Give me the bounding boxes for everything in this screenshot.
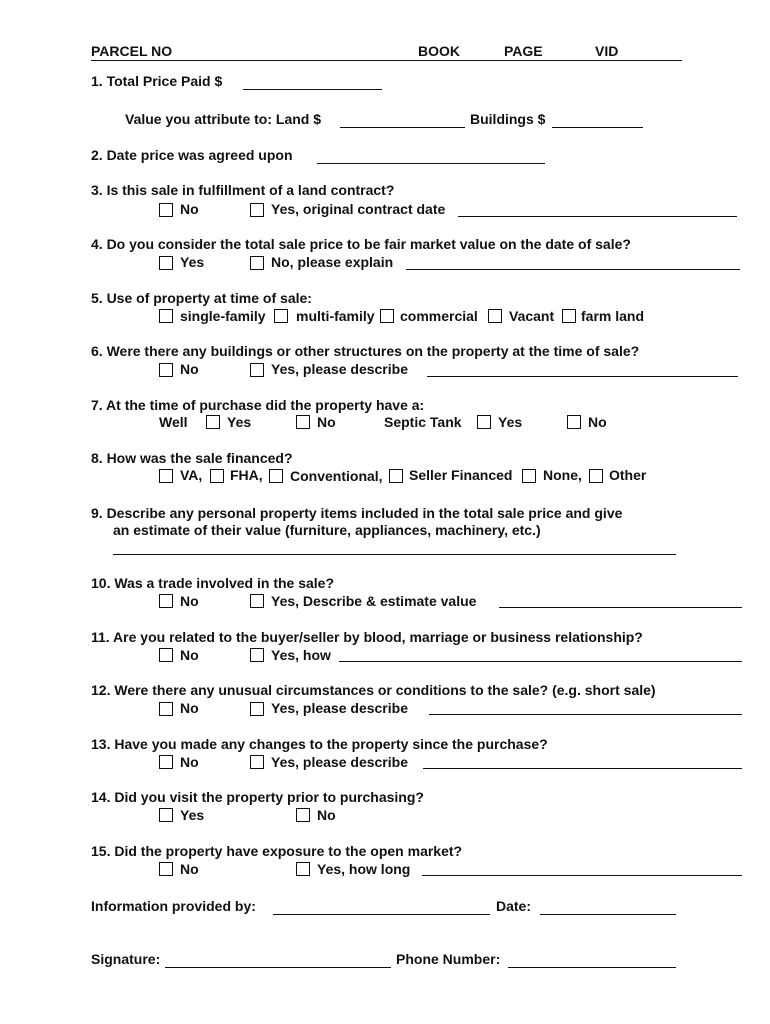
header-underline [91, 60, 682, 61]
q9-label-line2: an estimate of their value (furniture, appliances, machinery, etc.) [113, 522, 541, 538]
q11-yes-checkbox[interactable] [250, 648, 264, 662]
q3-label: 3. Is this sale in fulfillment of a land contract? [91, 182, 395, 198]
q7-septic-no-checkbox[interactable] [567, 415, 581, 429]
q13-no-checkbox[interactable] [159, 755, 173, 769]
q4-no-label: No, please explain [271, 254, 394, 270]
q7-label: 7. At the time of purchase did the property have a: [91, 397, 425, 413]
land-value-field[interactable] [340, 127, 465, 128]
q14-no-label: No [317, 807, 336, 823]
q6-describe-field[interactable] [427, 376, 738, 377]
q3-contract-date-field[interactable] [458, 216, 737, 217]
q12-describe-field[interactable] [429, 714, 742, 715]
q15-yes-label: Yes, how long [317, 861, 411, 877]
q6-no-checkbox[interactable] [159, 363, 173, 377]
q10-yes-label: Yes, Describe & estimate value [271, 593, 477, 609]
q12-no-label: No [180, 700, 199, 716]
q13-no-label: No [180, 754, 199, 770]
page-label: PAGE [504, 43, 543, 59]
q1-buildings-label: Buildings $ [470, 111, 546, 127]
q15-how-long-field[interactable] [422, 875, 742, 876]
info-provided-label: Information provided by: [91, 898, 256, 914]
signature-field[interactable] [165, 967, 391, 968]
signature-label: Signature: [91, 951, 161, 967]
q14-label: 14. Did you visit the property prior to purchasing? [91, 789, 424, 805]
q11-yes-label: Yes, how [271, 647, 331, 663]
q15-label: 15. Did the property have exposure to the open market? [91, 843, 463, 859]
total-price-field[interactable] [243, 89, 382, 90]
q3-yes-checkbox[interactable] [250, 203, 264, 217]
q12-no-checkbox[interactable] [159, 702, 173, 716]
q1-label: 1. Total Price Paid $ [91, 73, 223, 89]
q5-commercial-checkbox[interactable] [380, 309, 394, 323]
q14-yes-checkbox[interactable] [159, 808, 173, 822]
q13-label: 13. Have you made any changes to the property since the purchase? [91, 736, 548, 752]
parcel-no-label: PARCEL NO [91, 43, 173, 59]
q5-farm-land-label: farm land [581, 308, 645, 324]
q8-va-checkbox[interactable] [159, 469, 173, 483]
q9-label-line1: 9. Describe any personal property items included in the total sale price and give [91, 505, 623, 521]
q7-septic-no-label: No [588, 414, 607, 430]
q5-single-family-checkbox[interactable] [159, 309, 173, 323]
q11-label: 11. Are you related to the buyer/seller by blood, marriage or business relationship? [91, 629, 643, 645]
q10-yes-checkbox[interactable] [250, 594, 264, 608]
q4-explain-field[interactable] [406, 269, 740, 270]
q12-yes-checkbox[interactable] [250, 702, 264, 716]
q10-no-checkbox[interactable] [159, 594, 173, 608]
q8-none-label: None, [543, 467, 582, 483]
buildings-value-field[interactable] [552, 127, 643, 128]
date-field[interactable] [540, 914, 676, 915]
q6-no-label: No [180, 361, 199, 377]
q8-label: 8. How was the sale financed? [91, 450, 293, 466]
q6-yes-checkbox[interactable] [250, 363, 264, 377]
q8-other-checkbox[interactable] [589, 469, 603, 483]
q5-multi-family-label: multi-family [296, 308, 375, 324]
q8-fha-label: FHA, [230, 467, 263, 483]
q4-yes-checkbox[interactable] [159, 256, 173, 270]
q4-yes-label: Yes [180, 254, 205, 270]
q15-yes-checkbox[interactable] [296, 862, 310, 876]
book-label: BOOK [418, 43, 460, 59]
q11-no-checkbox[interactable] [159, 648, 173, 662]
q8-conventional-label: Conventional, [290, 468, 383, 484]
q4-label: 4. Do you consider the total sale price to be fair market value on the date of sale? [91, 236, 631, 252]
q15-no-checkbox[interactable] [159, 862, 173, 876]
q8-seller-financed-label: Seller Financed [409, 467, 513, 483]
q7-septic-label: Septic Tank [384, 414, 462, 430]
q12-yes-label: Yes, please describe [271, 700, 408, 716]
q10-no-label: No [180, 593, 199, 609]
q7-well-no-checkbox[interactable] [296, 415, 310, 429]
q13-describe-field[interactable] [423, 768, 742, 769]
q3-no-label: No [180, 201, 199, 217]
q6-label: 6. Were there any buildings or other structures on the property at the time of sale? [91, 343, 640, 359]
q10-trade-value-field[interactable] [499, 607, 742, 608]
date-agreed-field[interactable] [317, 163, 545, 164]
info-provided-field[interactable] [273, 914, 490, 915]
q14-no-checkbox[interactable] [296, 808, 310, 822]
vid-label: VID [595, 43, 619, 59]
q14-yes-label: Yes [180, 807, 205, 823]
q1-land-label: Value you attribute to: Land $ [125, 111, 322, 127]
q3-no-checkbox[interactable] [159, 203, 173, 217]
q8-fha-checkbox[interactable] [210, 469, 224, 483]
q13-yes-checkbox[interactable] [250, 755, 264, 769]
q5-vacant-label: Vacant [509, 308, 555, 324]
phone-number-field[interactable] [508, 967, 676, 968]
q7-well-label: Well [159, 414, 188, 430]
q7-well-yes-checkbox[interactable] [206, 415, 220, 429]
q6-yes-label: Yes, please describe [271, 361, 408, 377]
q8-other-label: Other [609, 467, 647, 483]
q11-no-label: No [180, 647, 199, 663]
q7-well-yes-label: Yes [227, 414, 252, 430]
q3-yes-label: Yes, original contract date [271, 201, 446, 217]
q2-label: 2. Date price was agreed upon [91, 147, 293, 163]
q7-well-no-label: No [317, 414, 336, 430]
q5-farm-land-checkbox[interactable] [562, 309, 576, 323]
q10-label: 10. Was a trade involved in the sale? [91, 575, 335, 591]
q5-single-family-label: single-family [180, 308, 266, 324]
q12-label: 12. Were there any unusual circumstances or conditions to the sale? (e.g. short sale) [91, 682, 656, 698]
q4-no-checkbox[interactable] [250, 256, 264, 270]
q13-yes-label: Yes, please describe [271, 754, 408, 770]
phone-number-label: Phone Number: [396, 951, 501, 967]
q15-no-label: No [180, 861, 199, 877]
q8-conventional-checkbox[interactable] [269, 469, 283, 483]
q8-none-checkbox[interactable] [522, 469, 536, 483]
q9-items-field[interactable] [113, 554, 676, 555]
q8-seller-financed-checkbox[interactable] [389, 469, 403, 483]
q7-septic-yes-checkbox[interactable] [477, 415, 491, 429]
q7-septic-yes-label: Yes [498, 414, 523, 430]
q5-commercial-label: commercial [400, 308, 478, 324]
q5-label: 5. Use of property at time of sale: [91, 290, 312, 306]
date-label: Date: [496, 898, 532, 914]
q5-vacant-checkbox[interactable] [488, 309, 502, 323]
q8-va-label: VA, [180, 467, 203, 483]
q5-multi-family-checkbox[interactable] [274, 309, 288, 323]
q11-how-field[interactable] [339, 661, 742, 662]
